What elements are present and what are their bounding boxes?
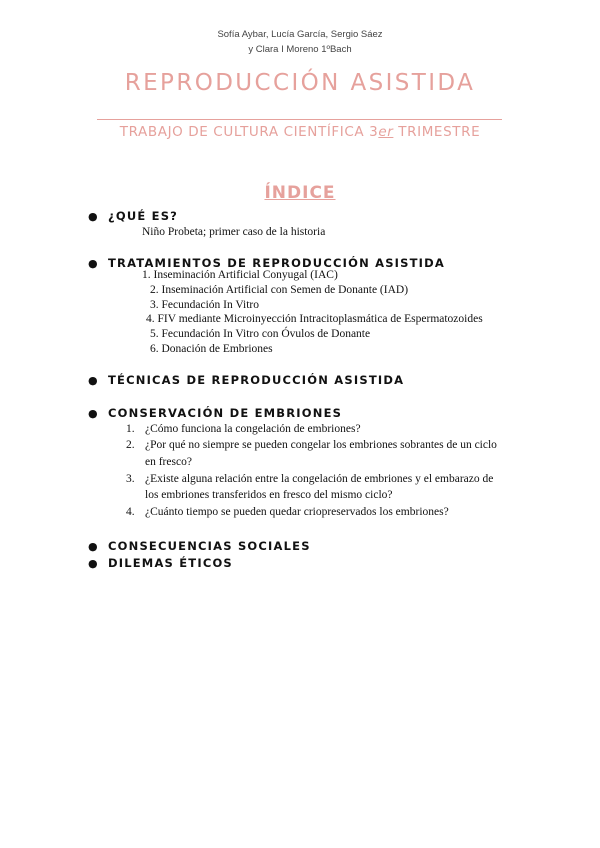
section-que-es bbox=[88, 209, 178, 223]
list-item: 5. Fecundación In Vitro con Óvulos de Donante bbox=[150, 328, 371, 340]
list-item-continuation: los embriones transferidos en fresco del mismo ciclo? bbox=[145, 489, 393, 501]
subtitle-ordinal: er bbox=[378, 124, 394, 140]
section-title: DILEMAS ÉTICOS bbox=[108, 556, 233, 570]
subtitle bbox=[0, 124, 600, 140]
authors-block bbox=[0, 28, 600, 57]
section-title: TRATAMIENTOS DE REPRODUCCIÓN ASISTIDA bbox=[108, 256, 446, 270]
bullet-icon: ● bbox=[88, 407, 99, 420]
list-item: ¿Cómo funciona la congelación de embriones? bbox=[145, 423, 361, 435]
section-title: ¿QUÉ ES? bbox=[108, 209, 179, 223]
list-item: 4. FIV mediante Microinyección Intracitoplasmática de Espermatozoides bbox=[146, 313, 483, 325]
section-dilemas bbox=[88, 556, 233, 570]
main-title: REPRODUCCIÓN ASISTIDA bbox=[124, 70, 476, 96]
authors-line-2: y Clara I Moreno 1ºBach bbox=[248, 43, 352, 55]
subtitle-trimestre: TRIMESTRE bbox=[393, 124, 481, 140]
list-number: 1. bbox=[126, 423, 135, 435]
section-title: CONSECUENCIAS SOCIALES bbox=[108, 539, 311, 553]
list-item: ¿Existe alguna relación entre la congelación de embriones y el embarazo de bbox=[145, 473, 494, 485]
subtitle-text: TRABAJO DE CULTURA CIENTÍFICA 3 bbox=[119, 124, 379, 140]
section-conservacion bbox=[88, 406, 342, 420]
bullet-icon: ● bbox=[88, 210, 99, 223]
index-title: ÍNDICE bbox=[264, 183, 336, 203]
list-number: 4. bbox=[126, 506, 135, 518]
list-item: 6. Donación de Embriones bbox=[150, 343, 273, 355]
bullet-icon: ● bbox=[88, 374, 99, 387]
list-item: 2. Inseminación Artificial con Semen de Donante (IAD) bbox=[150, 284, 409, 296]
section-tecnicas bbox=[88, 373, 404, 387]
list-item: Niño Probeta; primer caso de la historia bbox=[142, 226, 326, 238]
section-tratamientos bbox=[88, 256, 445, 270]
authors-line-1: Sofía Aybar, Lucía García, Sergio Sáez bbox=[217, 29, 383, 40]
bullet-icon: ● bbox=[88, 557, 99, 570]
list-item: 1. Inseminación Artificial Conyugal (IAC) bbox=[142, 269, 338, 281]
section-title: CONSERVACIÓN DE EMBRIONES bbox=[108, 406, 343, 420]
bullet-icon: ● bbox=[88, 257, 99, 270]
list-number: 3. bbox=[126, 473, 135, 485]
list-item-continuation: en fresco? bbox=[145, 456, 192, 468]
list-item: ¿Por qué no siempre se pueden congelar los embriones sobrantes de un ciclo bbox=[145, 439, 497, 451]
list-number: 2. bbox=[126, 439, 135, 451]
list-item: 3. Fecundación In Vitro bbox=[150, 299, 259, 311]
section-consecuencias bbox=[88, 539, 311, 553]
title-divider bbox=[97, 119, 502, 120]
section-title: TÉCNICAS DE REPRODUCCIÓN ASISTIDA bbox=[108, 373, 405, 387]
list-item: ¿Cuánto tiempo se pueden quedar criopreservados los embriones? bbox=[145, 506, 449, 518]
bullet-icon: ● bbox=[88, 540, 99, 553]
